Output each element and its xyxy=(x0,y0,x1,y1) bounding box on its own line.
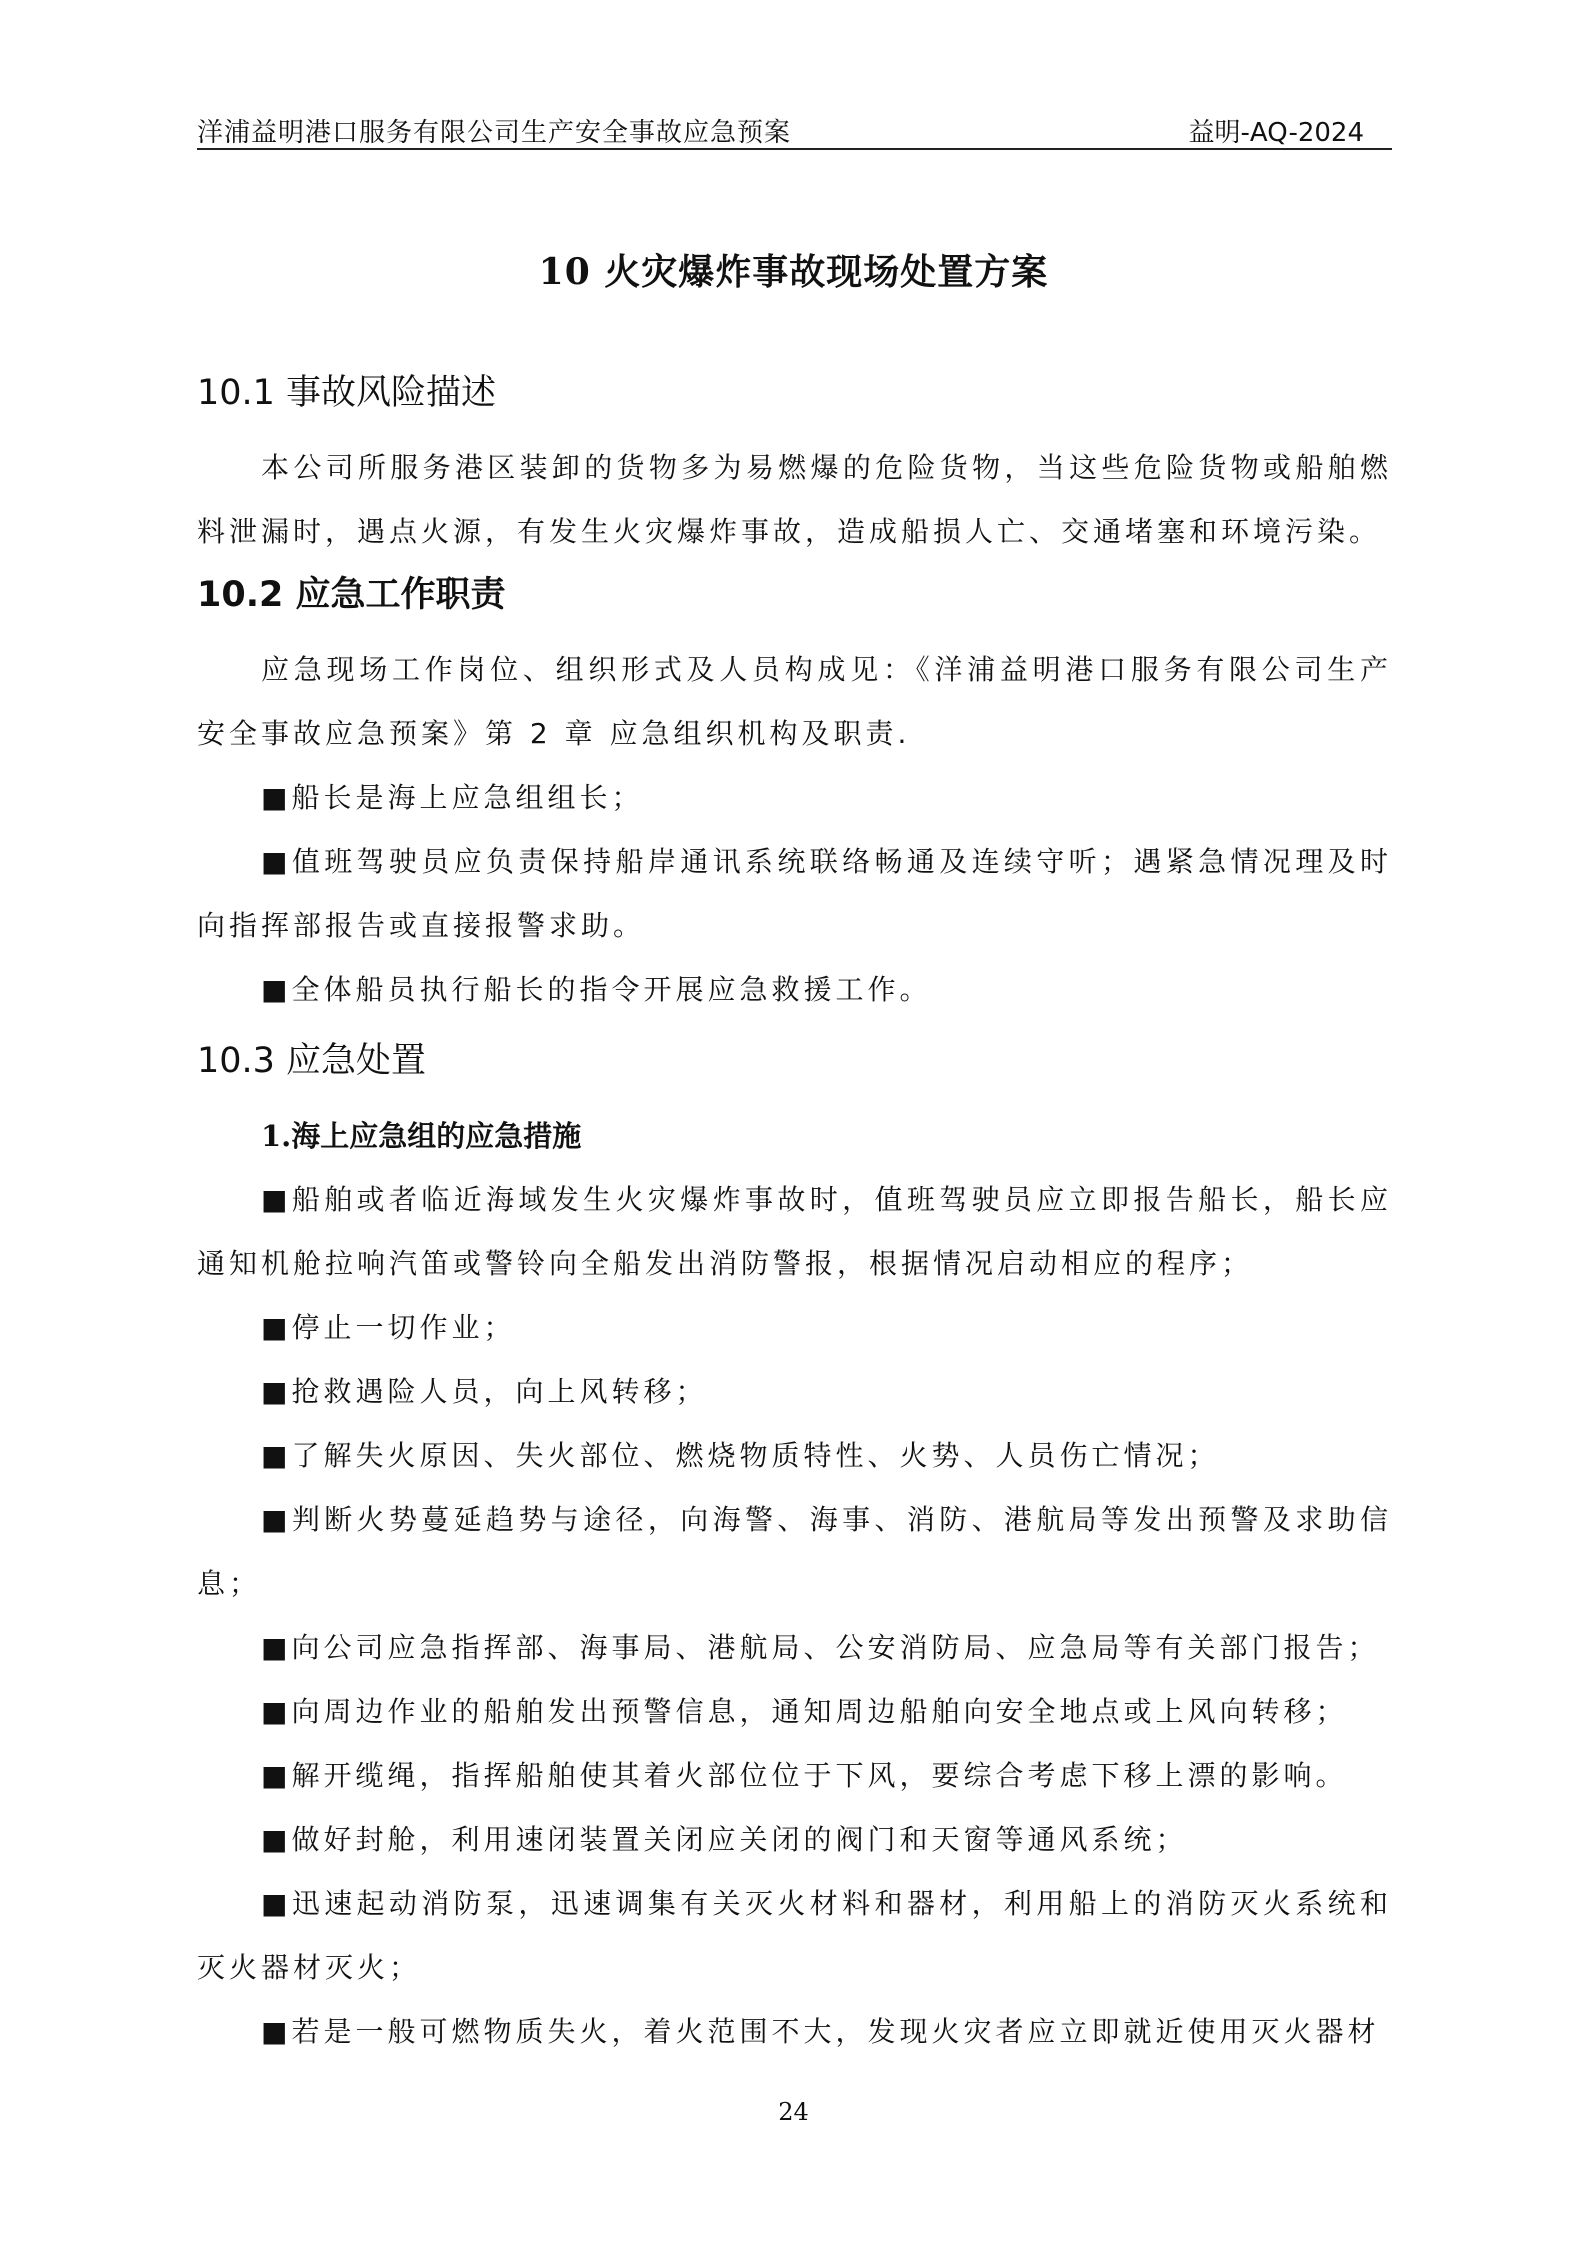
page-content xyxy=(197,372,1392,2064)
bullet-item: ■抢救遇险人员，向上风转移； xyxy=(261,1375,708,1408)
bullet-item: ■值班驾驶员应负责保持船岸通讯系统联络畅通及连续守听；遇紧急情况理及时向指挥部报告或直接报警求助。 xyxy=(197,845,1392,942)
bullet-item: ■判断火势蔓延趋势与途径，向海警、海事、消防、港航局等发出预警及求助信息； xyxy=(197,1503,1392,1600)
document-title-header: 洋浦益明港口服务有限公司生产安全事故应急预案 xyxy=(197,118,792,148)
bullet-item: ■向公司应急指挥部、海事局、港航局、公安消防局、应急局等有关部门报告； xyxy=(261,1631,1380,1664)
bullet-item: ■船舶或者临近海域发生火灾爆炸事故时，值班驾驶员应立即报告船长，船长应通知机舱拉响汽笛或警铃向全船发出消防警报，根据情况启动相应的程序； xyxy=(197,1183,1392,1280)
bullet-item: ■解开缆绳，指挥船舶使其着火部位位于下风，要综合考虑下移上漂的影响。 xyxy=(261,1759,1348,1792)
sub-heading: 1.海上应急组的应急措施 xyxy=(261,1119,582,1153)
bullet-item: ■向周边作业的船舶发出预警信息，通知周边船舶向安全地点或上风向转移； xyxy=(261,1695,1348,1728)
bullet-item: ■船长是海上应急组组长； xyxy=(261,781,644,814)
paragraph: 本公司所服务港区装卸的货物多为易燃爆的危险货物，当这些危险货物或船舶燃料泄漏时，遇点火源，有发生火灾爆炸事故，造成船损人亡、交通堵塞和环境污染。 xyxy=(197,451,1392,548)
bullet-item: ■做好封舱，利用速闭装置关闭应关闭的阀门和天窗等通风系统； xyxy=(261,1823,1188,1856)
bullet-item: ■若是一般可燃物质失火，着火范围不大，发现火灾者应立即就近使用灭火器材 xyxy=(261,2015,1380,2048)
bullet-item: ■迅速起动消防泵，迅速调集有关灭火材料和器材，利用船上的消防灭火系统和灭火器材灭火； xyxy=(197,1887,1392,1984)
page-header xyxy=(197,108,1392,150)
document-code: 益明-AQ-2024 xyxy=(1188,118,1364,148)
paragraph: 应急现场工作岗位、组织形式及人员构成见：《洋浦益明港口服务有限公司生产安全事故应急预案》第 2 章 应急组织机构及职责. xyxy=(197,653,1392,750)
bullet-item: ■停止一切作业； xyxy=(261,1311,516,1344)
bullet-item: ■全体船员执行船长的指令开展应急救援工作。 xyxy=(261,973,932,1006)
page-number: 24 xyxy=(778,2098,809,2126)
section-heading-10-2: 10.2 应急工作职责 xyxy=(197,575,506,615)
bullet-item: ■了解失火原因、失火部位、燃烧物质特性、火势、人员伤亡情况； xyxy=(261,1439,1220,1472)
chapter-title: 10 火灾爆炸事故现场处置方案 xyxy=(538,251,1049,293)
section-heading-10-3: 10.3 应急处置 xyxy=(197,1041,427,1081)
section-heading-10-1: 10.1 事故风险描述 xyxy=(197,373,497,413)
